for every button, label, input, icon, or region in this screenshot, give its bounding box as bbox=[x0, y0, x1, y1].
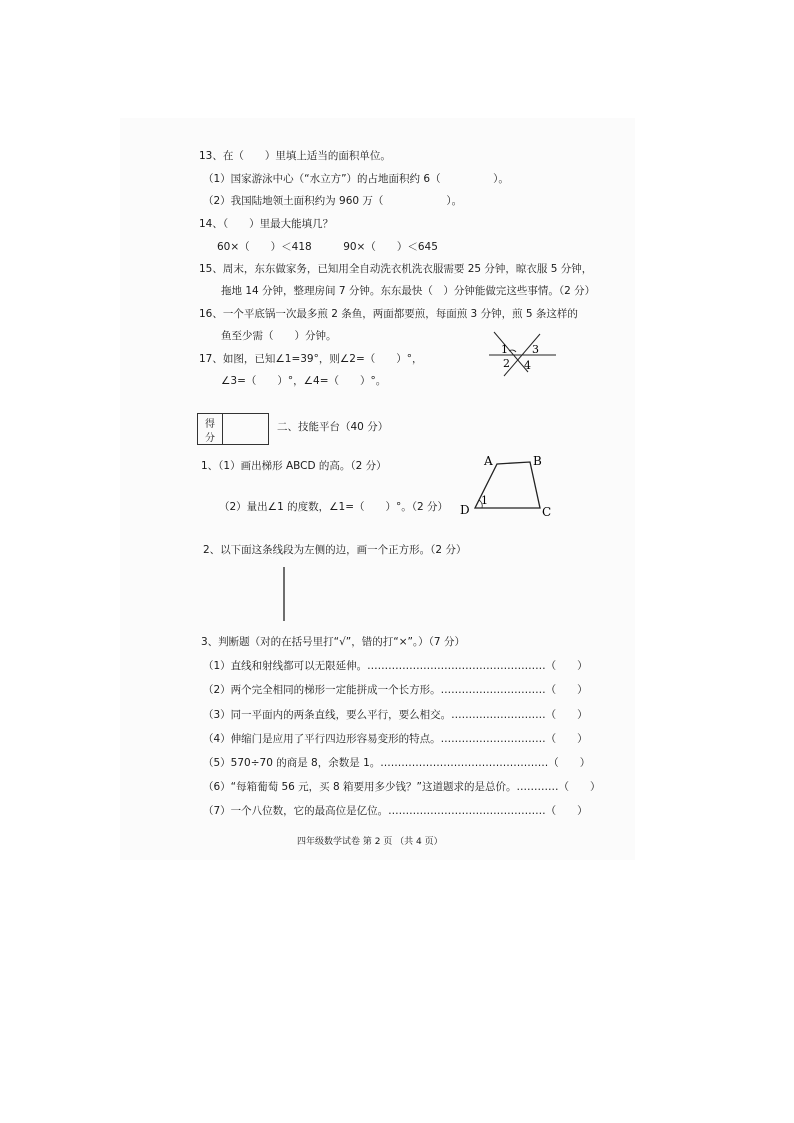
score-label-cell bbox=[198, 414, 223, 444]
intersecting-lines-figure bbox=[486, 330, 561, 380]
q15-line-2: 拖地 14 分钟，整理房间 7 分钟。东东最快（ ）分钟能做完这些事情。（2 分） bbox=[221, 285, 596, 297]
judge-item-4: （4）伸缩门是应用了平行四边形容易变形的特点。…………………………（ ） bbox=[203, 733, 588, 745]
vertex-d-label: D bbox=[460, 503, 470, 517]
q16-line-1: 16、一个平底锅一次最多煎 2 条鱼，两面都要煎，每面煎 3 分钟，煎 5 条这样的 bbox=[199, 308, 578, 320]
q14-expression: 60×（ ）＜418 90×（ ）＜645 bbox=[217, 241, 438, 253]
q17-line-2: ∠3=（ ）°，∠4=（ ）°。 bbox=[221, 375, 387, 387]
q13-title: 13、在（ ）里填上适当的面积单位。 bbox=[199, 150, 391, 162]
page-footer: 四年级数学试卷 第 2 页 （共 4 页） bbox=[297, 837, 443, 847]
angle-2-label: 2 bbox=[503, 357, 510, 370]
judge-item-3: （3）同一平面内的两条直线，要么平行，要么相交。………………………（ ） bbox=[203, 709, 588, 721]
vertex-c-label: C bbox=[542, 505, 552, 519]
judge-item-1: （1）直线和射线都可以无限延伸。……………………………………………（ ） bbox=[203, 660, 588, 672]
q15-line-1: 15、周末，东东做家务，已知用全自动洗衣机洗衣服需要 25 分钟，晾衣服 5 分钟， bbox=[199, 263, 593, 275]
score-label-bottom: 分 bbox=[205, 433, 215, 444]
skill-2-text: 2、以下面这条线段为左侧的边，画一个正方形。（2 分） bbox=[203, 544, 467, 556]
angle-1-label: 1 bbox=[501, 343, 508, 356]
skill-1-item-1: 1、（1）画出梯形 ABCD 的高。（2 分） bbox=[201, 460, 387, 472]
angle-3-label: 3 bbox=[532, 343, 539, 356]
q14-title: 14、（ ）里最大能填几？ bbox=[199, 218, 334, 230]
judge-item-2: （2）两个完全相同的梯形一定能拼成一个长方形。…………………………（ ） bbox=[203, 684, 588, 696]
vertical-segment bbox=[280, 565, 288, 623]
angle-4-label: 4 bbox=[524, 359, 531, 372]
vertex-a-label: A bbox=[484, 454, 493, 468]
vertex-b-label: B bbox=[533, 454, 542, 468]
skill-3-title: 3、判断题（对的在括号里打“√”，错的打“×”。）（7 分） bbox=[201, 636, 465, 648]
judge-item-6: （6）“每箱葡萄 56 元，买 8 箱要用多少钱？”这道题求的是总价。…………（ ） bbox=[203, 781, 601, 793]
score-label-top: 得 bbox=[205, 419, 215, 430]
section-2-title: 二、技能平台（40 分） bbox=[277, 421, 389, 433]
q13-item-1: （1）国家游泳中心（“水立方”）的占地面积约 6（ ）。 bbox=[203, 173, 509, 185]
skill-1-item-2: （2）量出∠1 的度数，∠1=（ ）°。（2 分） bbox=[219, 501, 449, 513]
judge-item-5: （5）570÷70 的商是 8，余数是 1。…………………………………………（ ） bbox=[203, 757, 591, 769]
trapezoid-abcd-figure bbox=[455, 450, 560, 520]
score-box bbox=[197, 413, 269, 445]
q13-item-2: （2）我国陆地领土面积约为 960 万（ ）。 bbox=[203, 195, 463, 207]
judge-item-7: （7）一个八位数，它的最高位是亿位。………………………………………（ ） bbox=[203, 805, 588, 817]
q17-line-1: 17、如图，已知∠1=39°，则∠2=（ ）°， bbox=[199, 353, 423, 365]
diagonal-line-1 bbox=[494, 332, 528, 372]
angle-1-label: 1 bbox=[481, 494, 488, 507]
q16-line-2: 鱼至少需（ ）分钟。 bbox=[221, 330, 337, 342]
